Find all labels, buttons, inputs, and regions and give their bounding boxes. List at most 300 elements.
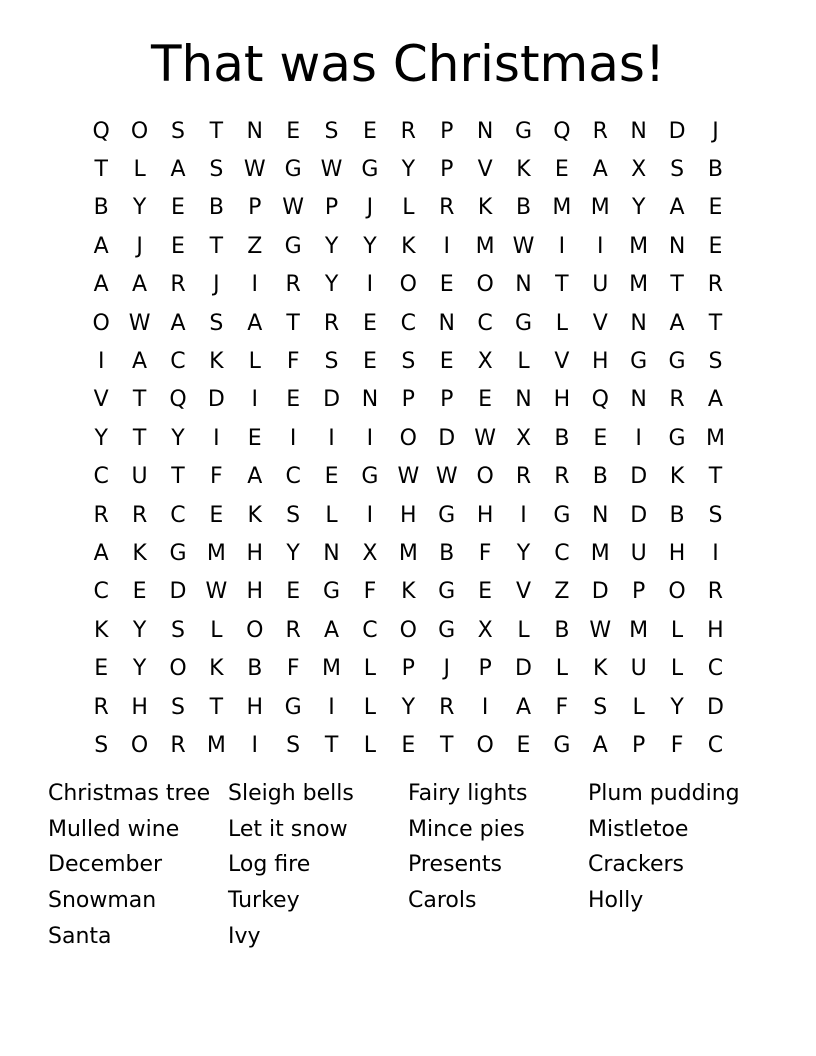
grid-letter: V [554,349,570,375]
grid-letter: W [282,195,305,221]
grid-letter: W [320,157,343,183]
grid-letter: D [591,579,609,605]
grid-letter: V [93,387,109,413]
grid-letter: E [286,118,301,144]
grid-letter: C [707,656,724,682]
grid-letter: T [555,272,569,298]
grid-letter: G [514,310,533,336]
grid-letter: B [707,157,723,183]
grid-letter: E [94,656,109,682]
grid-letter: S [324,118,339,144]
word-list-item: Mulled wine [48,816,180,842]
grid-letter: X [477,349,493,375]
grid-letter: N [476,118,494,144]
grid-letter: J [136,233,143,259]
grid-letter: O [399,617,417,643]
grid-letter: E [286,579,301,605]
grid-letter: R [515,464,532,490]
grid-letter: I [328,694,335,720]
word-list-item: Turkey [228,888,300,914]
grid-letter: F [286,656,300,682]
grid-letter: E [478,579,493,605]
grid-letter: S [170,617,185,643]
grid-letter: T [171,464,185,490]
grid-letter: P [632,579,646,605]
grid-letter: E [439,349,454,375]
word-list-item: Fairy lights [408,781,528,806]
grid-letter: O [668,579,686,605]
grid-letter: Y [670,694,684,720]
grid-letter: G [438,502,456,528]
grid-letter: O [246,617,264,643]
grid-letter: H [592,349,609,375]
grid-letter: T [439,732,454,758]
grid-letter: A [93,540,109,566]
grid-letter: C [707,732,724,758]
grid-letter: K [209,656,224,682]
grid-letter: G [553,732,571,758]
grid-letter: L [517,617,530,643]
grid-letter: P [401,387,415,413]
grid-letter: L [670,617,684,643]
word-list-item: Santa [48,923,112,949]
grid-letter: E [286,387,301,413]
grid-letter: W [397,464,420,490]
grid-letter: L [517,349,530,375]
word-list-item: Mince pies [408,816,525,842]
grid-letter: R [439,694,455,720]
grid-letter: T [286,310,300,336]
grid-letter: F [555,694,569,720]
grid-letter: G [323,579,341,605]
grid-letter: S [170,694,185,720]
grid-letter: Q [169,387,187,413]
grid-letter: O [476,464,494,490]
grid-letter: S [401,349,416,375]
grid-letter: Y [401,157,416,183]
grid-letter: F [210,464,223,490]
grid-letter: E [478,387,493,413]
grid-letter: B [515,195,532,221]
grid-letter: N [630,118,647,144]
grid-letter: G [668,349,686,375]
grid-letter: Z [247,233,263,259]
grid-letter: E [362,349,377,375]
grid-letter: D [668,118,686,144]
grid-letter: D [515,656,532,682]
grid-letter: M [322,656,342,682]
grid-letter: S [670,157,685,183]
grid-letter: S [286,732,301,758]
grid-letter: H [246,540,264,566]
grid-letter: S [209,157,224,183]
grid-letter: P [440,387,454,413]
grid-letter: R [592,118,608,144]
word-list-item: December [48,852,163,878]
grid-letter: L [555,656,569,682]
grid-letter: C [93,464,109,490]
grid-letter: S [708,502,723,528]
word-list-item: Presents [408,852,503,878]
grid-letter: E [171,195,185,221]
grid-letter: L [133,157,146,183]
grid-letter: I [366,425,374,451]
grid-letter: C [477,310,493,336]
grid-letter: L [363,656,377,682]
grid-letter: I [251,732,258,758]
grid-letter: A [170,157,186,183]
word-list-item: Sleigh bells [228,781,354,806]
grid-letter: K [669,464,685,490]
grid-letter: A [324,617,340,643]
grid-letter: Z [554,579,570,605]
grid-letter: E [401,732,416,758]
grid-letter: N [323,540,340,566]
grid-letter: A [669,310,685,336]
grid-letter: D [630,464,648,490]
grid-letter: T [209,118,224,144]
grid-letter: H [400,502,417,528]
grid-letter: Y [516,540,531,566]
grid-letter: K [93,617,109,643]
grid-letter: E [708,233,723,259]
grid-letter: C [93,579,109,605]
grid-letter: I [558,233,566,259]
grid-letter: K [401,233,416,259]
grid-letter: Y [286,540,300,566]
grid-letter: L [210,617,223,643]
grid-letter: U [630,540,647,566]
grid-letter: C [285,464,301,490]
grid-letter: I [366,272,374,298]
grid-letter: R [131,502,148,528]
grid-letter: G [514,118,533,144]
grid-letter: O [399,425,417,451]
grid-letter: I [443,233,450,259]
grid-letter: L [325,502,338,528]
grid-letter: B [439,540,455,566]
grid-letter: Y [132,656,147,682]
grid-letter: Q [591,387,609,413]
grid-letter: M [206,540,226,566]
grid-letter: S [209,310,224,336]
letter-grid [82,112,735,765]
grid-letter: T [209,694,224,720]
grid-letter: E [362,118,377,144]
grid-letter: P [440,157,454,183]
grid-letter: J [366,195,374,221]
grid-letter: S [708,349,723,375]
grid-letter: M [590,540,610,566]
grid-letter: R [170,272,186,298]
grid-letter: K [132,540,147,566]
grid-letter: P [440,118,454,144]
word-list-item: Let it snow [228,816,348,842]
word-list-item: Christmas tree [48,781,211,806]
word-list-item: Snowman [48,888,157,914]
grid-letter: I [251,272,258,298]
grid-letter: M [398,540,418,566]
grid-letter: E [439,272,454,298]
grid-letter: G [361,464,379,490]
grid-letter: Y [324,233,339,259]
grid-letter: S [286,502,301,528]
grid-letter: Y [94,425,108,451]
grid-letter: L [363,694,377,720]
grid-letter: N [515,387,532,413]
grid-letter: D [706,694,724,720]
grid-letter: R [323,310,340,336]
grid-letter: W [435,464,458,490]
grid-letter: S [94,732,109,758]
grid-letter: O [399,272,417,298]
grid-letter: O [169,656,187,682]
grid-letter: M [629,272,649,298]
grid-letter: T [670,272,684,298]
grid-letter: C [362,617,378,643]
grid-letter: G [668,425,686,451]
grid-letter: I [597,233,604,259]
grid-letter: D [438,425,456,451]
word-list-item: Mistletoe [588,816,689,842]
grid-letter: T [94,157,108,183]
grid-letter: P [632,732,646,758]
grid-letter: X [477,617,493,643]
grid-letter: Y [363,233,377,259]
grid-letter: K [401,579,416,605]
grid-letter: Q [92,118,110,144]
word-list-item: Crackers [588,852,684,878]
grid-letter: R [707,579,724,605]
grid-letter: N [630,387,647,413]
word-list [48,776,768,954]
grid-letter: H [707,617,724,643]
grid-letter: I [289,425,297,451]
grid-letter: Y [132,195,147,221]
grid-letter: K [516,157,531,183]
grid-letter: M [590,195,610,221]
grid-letter: X [362,540,378,566]
word-list-item: Log fire [228,852,311,878]
grid-letter: E [324,464,339,490]
grid-letter: E [593,425,608,451]
grid-letter: K [593,656,608,682]
grid-letter: B [554,425,570,451]
grid-letter: K [209,349,224,375]
grid-letter: T [708,464,723,490]
grid-letter: A [93,272,109,298]
grid-letter: Q [553,118,571,144]
grid-letter: I [520,502,527,528]
grid-letter: L [670,656,684,682]
grid-letter: E [362,310,377,336]
grid-letter: R [285,272,301,298]
grid-letter: A [592,732,608,758]
grid-letter: F [363,579,377,605]
grid-letter: Y [132,617,147,643]
grid-letter: K [477,195,493,221]
grid-letter: O [130,732,149,758]
grid-letter: L [402,195,415,221]
grid-letter: N [668,233,686,259]
grid-letter: C [170,502,186,528]
grid-letter: B [592,464,608,490]
grid-letter: R [170,732,186,758]
grid-letter: C [554,540,570,566]
grid-letter: H [476,502,494,528]
grid-letter: W [512,233,535,259]
grid-letter: F [286,349,300,375]
grid-letter: L [248,349,261,375]
grid-letter: E [708,195,723,221]
grid-letter: T [708,310,723,336]
grid-letter: W [243,157,266,183]
grid-letter: X [515,425,532,451]
grid-letter: O [130,118,149,144]
grid-letter: J [213,272,220,298]
grid-letter: O [476,732,494,758]
grid-letter: E [209,502,224,528]
grid-letter: C [400,310,416,336]
grid-letter: P [324,195,339,221]
grid-letter: T [132,387,147,413]
grid-letter: G [553,502,571,528]
grid-letter: H [668,540,686,566]
grid-letter: N [592,502,609,528]
grid-letter: W [128,310,151,336]
grid-letter: O [92,310,110,336]
grid-letter: I [97,349,105,375]
grid-letter: J [443,656,450,682]
grid-letter: E [247,425,262,451]
grid-letter: B [554,617,570,643]
grid-letter: U [131,464,148,490]
grid-letter: G [284,233,302,259]
grid-letter: N [361,387,379,413]
grid-letter: E [132,579,147,605]
word-list-item: Carols [408,888,477,914]
page-title: That was Christmas! [151,35,665,93]
grid-letter: I [366,502,374,528]
grid-letter: H [246,579,264,605]
grid-letter: N [515,272,532,298]
grid-letter: L [555,310,569,336]
grid-letter: A [669,195,685,221]
grid-letter: A [707,387,723,413]
grid-letter: V [477,157,493,183]
grid-letter: C [170,349,186,375]
grid-letter: V [515,579,532,605]
grid-letter: D [630,502,648,528]
grid-letter: I [635,425,642,451]
grid-letter: A [247,310,263,336]
grid-letter: G [284,157,302,183]
grid-letter: N [630,310,647,336]
grid-letter: S [593,694,608,720]
grid-letter: D [207,387,225,413]
grid-letter: V [592,310,608,336]
grid-letter: A [515,694,532,720]
grid-letter: R [93,502,109,528]
grid-letter: P [401,656,415,682]
grid-letter: R [669,387,685,413]
grid-letter: B [669,502,685,528]
grid-letter: B [93,195,109,221]
grid-letter: R [707,272,724,298]
grid-letter: S [324,349,339,375]
word-list-item: Holly [588,888,644,914]
word-list-item: Plum pudding [588,781,740,806]
grid-letter: E [516,732,531,758]
grid-letter: H [131,694,148,720]
grid-letter: Y [324,272,339,298]
grid-letter: G [361,157,379,183]
grid-letter: E [554,157,569,183]
grid-letter: D [169,579,187,605]
grid-letter: A [170,310,186,336]
grid-letter: L [363,732,377,758]
grid-letter: I [481,694,489,720]
grid-letter: E [171,233,185,259]
grid-letter: T [209,233,224,259]
grid-letter: W [474,425,496,451]
grid-letter: M [629,617,649,643]
grid-letter: U [630,656,647,682]
grid-letter: W [205,579,228,605]
grid-letter: R [285,617,301,643]
word-list-item: Ivy [228,923,261,949]
grid-letter: R [439,195,455,221]
grid-letter: A [247,464,263,490]
grid-letter: Y [631,195,646,221]
grid-letter: K [247,502,262,528]
grid-letter: U [592,272,609,298]
grid-letter: A [132,349,148,375]
grid-letter: Y [171,425,185,451]
grid-letter: R [554,464,570,490]
grid-letter: P [478,656,492,682]
grid-letter: T [132,425,147,451]
grid-letter: M [629,233,649,259]
grid-letter: H [553,387,571,413]
grid-letter: L [632,694,645,720]
grid-letter: G [284,694,302,720]
grid-letter: S [170,118,185,144]
grid-letter: N [438,310,455,336]
grid-letter: A [592,157,608,183]
grid-letter: J [712,118,719,144]
grid-letter: M [552,195,572,221]
grid-letter: F [670,732,684,758]
grid-letter: B [208,195,224,221]
grid-letter: X [631,157,647,183]
grid-letter: G [169,540,187,566]
grid-letter: D [323,387,341,413]
grid-letter: G [438,579,456,605]
grid-letter: A [132,272,148,298]
grid-letter: W [589,617,612,643]
grid-letter: I [213,425,220,451]
grid-letter: I [251,387,258,413]
grid-letter: G [630,349,648,375]
grid-letter: I [712,540,719,566]
grid-letter: G [438,617,456,643]
grid-letter: M [705,425,725,451]
grid-letter: H [246,694,264,720]
grid-letter: M [475,233,495,259]
grid-letter: M [206,732,226,758]
grid-letter: R [400,118,416,144]
